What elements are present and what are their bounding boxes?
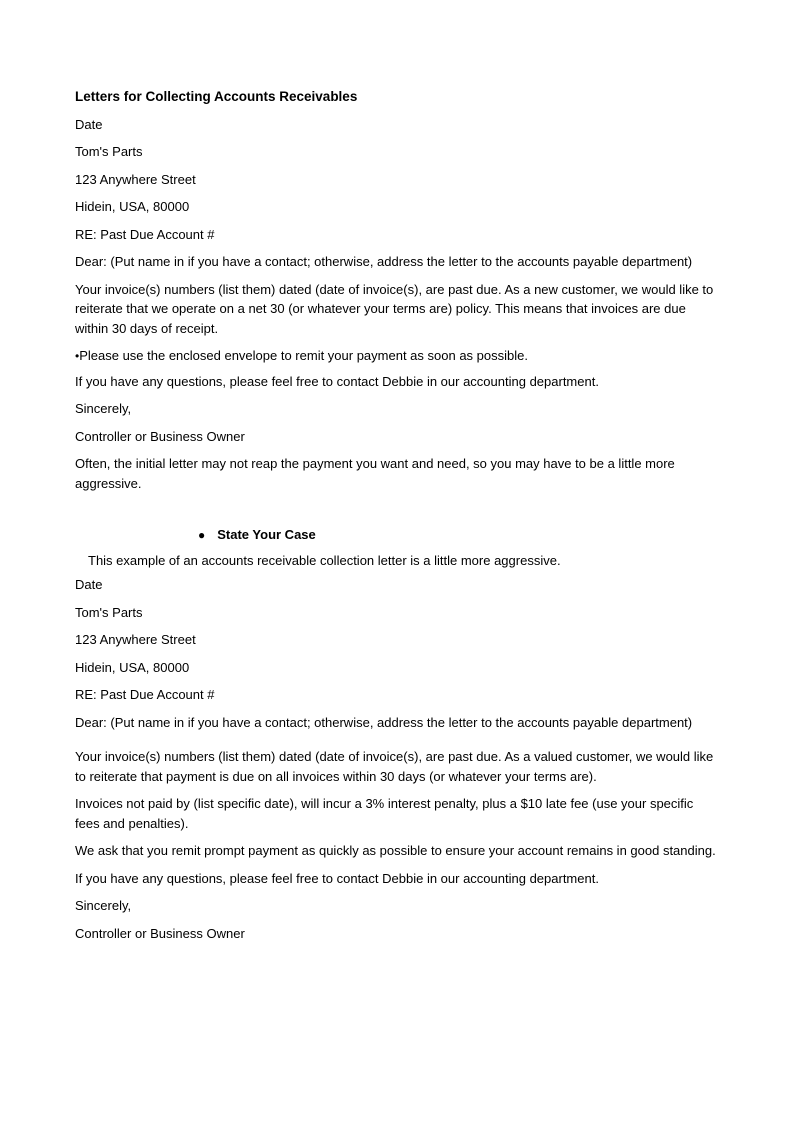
- interlude-paragraph: Often, the initial letter may not reap the payment you want and need, so you may have to be a little more aggressive.: [75, 456, 675, 491]
- letter2-body-paragraph-1: Your invoice(s) numbers (list them) dated (date of invoice(s), are past due. As a valued customer, we would like to reiterate that payment is due on all invoices within 30 days (or whatever your terms are).: [75, 749, 714, 784]
- letter2-body-paragraph-2: Invoices not paid by (list specific date), will incur a 3% interest penalty, plus a $10 late fee (use your specific fees and penalties).: [75, 796, 694, 831]
- bullet-icon: •: [75, 349, 80, 363]
- letter1-bullet-note-text: Please use the enclosed envelope to remit your payment as soon as possible.: [79, 348, 528, 363]
- letter2-salutation: Dear: (Put name in if you have a contact; otherwise, address the letter to the accounts payable department): [75, 714, 693, 730]
- letter2-contact-line: If you have any questions, please feel free to contact Debbie in our accounting department.: [75, 870, 599, 886]
- letter2-company: Tom's Parts: [75, 604, 143, 620]
- letter1-signature: Controller or Business Owner: [75, 428, 245, 444]
- section2-intro: This example of an accounts receivable collection letter is a little more aggressive.: [88, 552, 561, 568]
- letter1-body-paragraph: Your invoice(s) numbers (list them) dated (date of invoice(s), are past due. As a new customer, we would like to reiterate that we operate on a net 30 (or whatever your terms are) policy. This means that invoices are due within 30 days of receipt.: [75, 281, 714, 336]
- letter2-date: Date: [75, 577, 103, 592]
- letter-document: [75, 87, 721, 943]
- letter1-bullet-note: [75, 346, 721, 367]
- section2-heading: [75, 525, 721, 546]
- section2-heading-text: State Your Case: [217, 527, 316, 542]
- letter2-signature: Controller or Business Owner: [75, 925, 245, 941]
- letter2-street: 123 Anywhere Street: [75, 632, 196, 647]
- letter1-salutation: Dear: (Put name in if you have a contact; otherwise, address the letter to the accounts payable department): [75, 254, 693, 269]
- letter2-subject: RE: Past Due Account #: [75, 687, 215, 702]
- letter1-closing: Sincerely,: [75, 401, 132, 416]
- letter1-street: 123 Anywhere Street: [75, 171, 196, 187]
- document-title: Letters for Collecting Accounts Receivables: [75, 89, 358, 104]
- letter2-closing: Sincerely,: [75, 898, 132, 913]
- letter1-date: Date: [75, 116, 103, 132]
- letter2-body-paragraph-3: We ask that you remit prompt payment as quickly as possible to ensure your account remains in good standing.: [75, 843, 716, 858]
- letter1-contact-line: If you have any questions, please feel free to contact Debbie in our accounting department.: [75, 373, 599, 389]
- bullet-icon: ●: [198, 528, 206, 542]
- letter1-subject: RE: Past Due Account #: [75, 226, 215, 242]
- letter1-city: Hidein, USA, 80000: [75, 199, 190, 214]
- letter1-company: Tom's Parts: [75, 144, 143, 159]
- letter2-city: Hidein, USA, 80000: [75, 659, 190, 675]
